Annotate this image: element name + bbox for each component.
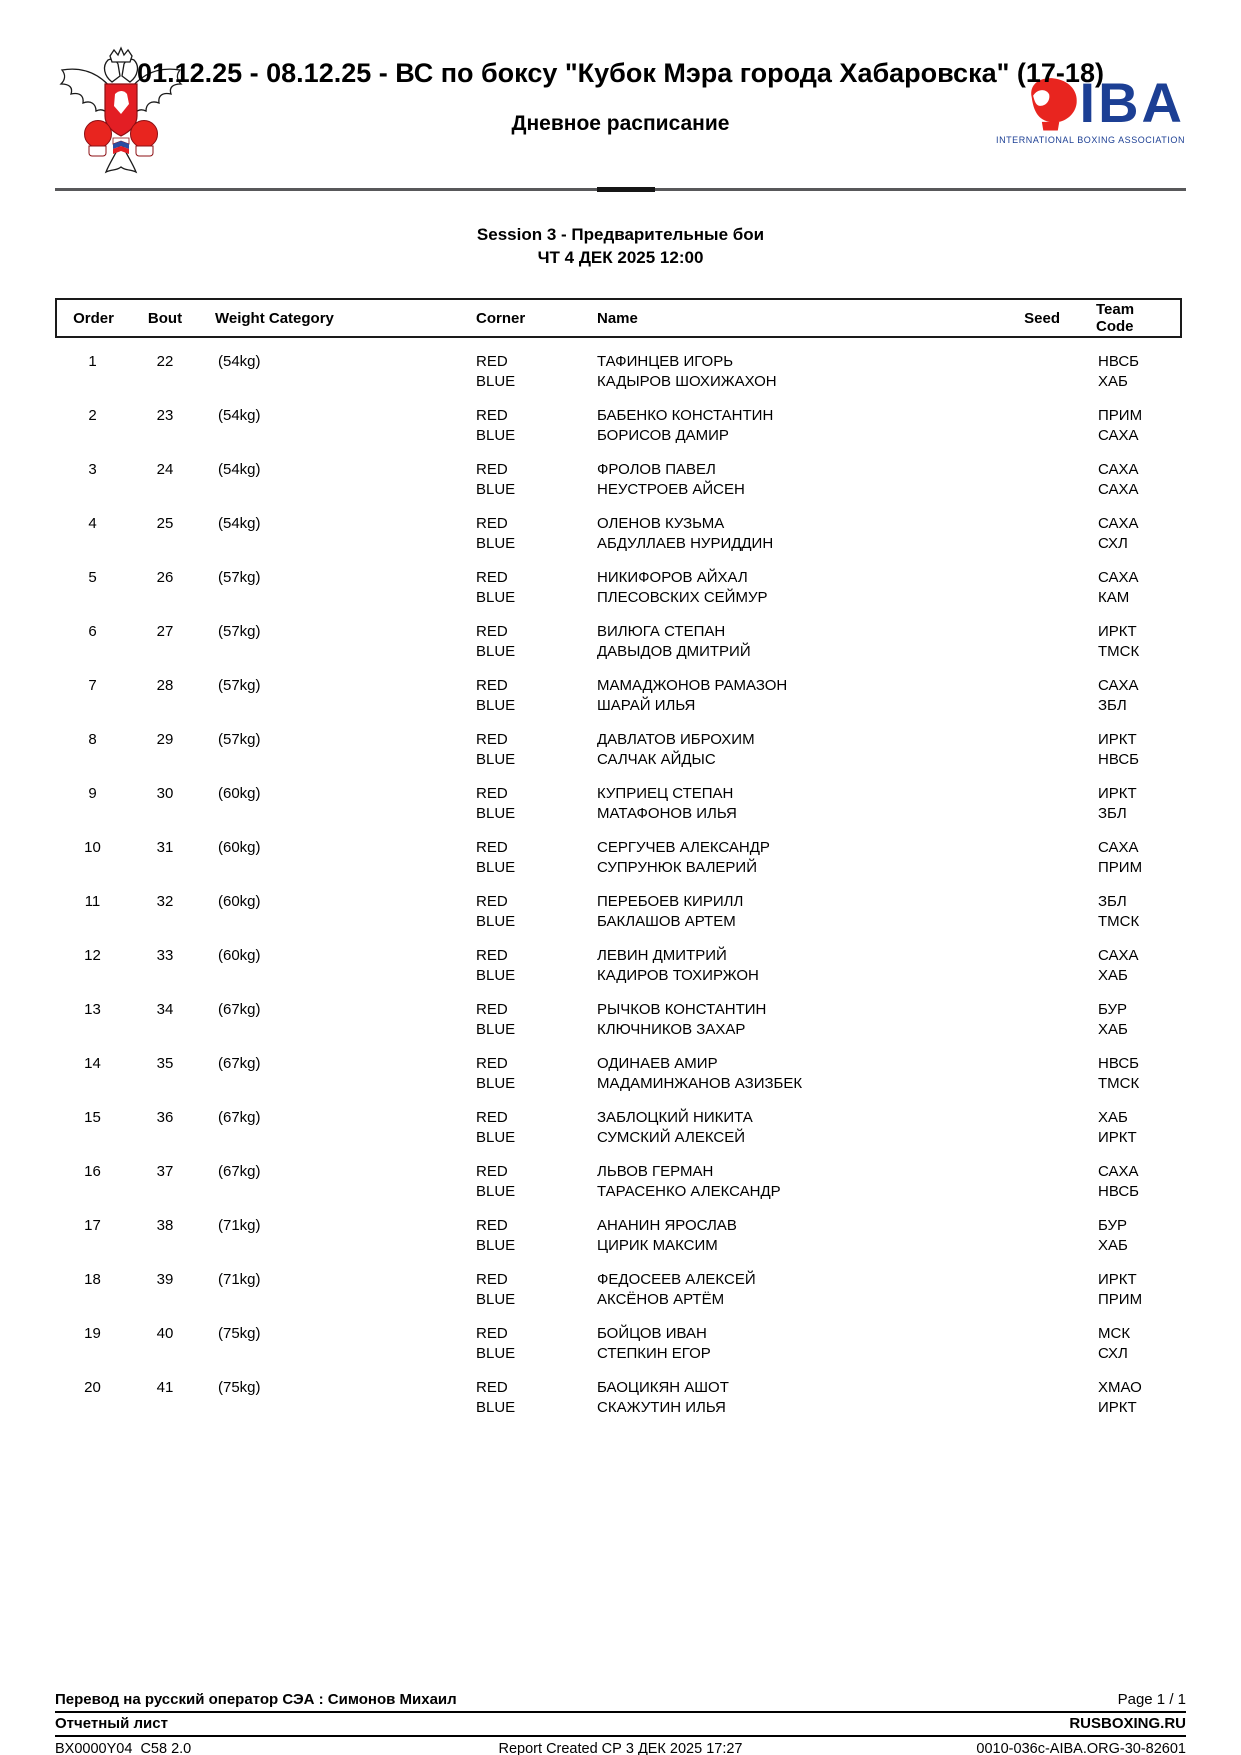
corner-labels: RED BLUE: [476, 1055, 516, 1092]
bout-row: [55, 1324, 1182, 1364]
website-label: RUSBOXING.RU: [1069, 1715, 1186, 1732]
team-codes: САХА ЗБЛ: [1098, 677, 1139, 714]
bout-number: 29: [156, 731, 174, 748]
session-datetime: ЧТ 4 ДЕК 2025 12:00: [537, 248, 704, 267]
weight-category: (57kg): [218, 569, 261, 586]
report-title: Отчетный лист: [55, 1715, 168, 1732]
weight-category: (57kg): [218, 677, 261, 694]
corner-labels: RED BLUE: [476, 1217, 516, 1254]
seed-values: [938, 1324, 1060, 1364]
bout-row: [55, 892, 1182, 932]
boxer-names: ПЕРЕБОЕВ КИРИЛЛ БАКЛАШОВ АРТЕМ: [597, 893, 744, 930]
seed-values: [938, 946, 1060, 986]
corner-labels: RED BLUE: [476, 1163, 516, 1200]
team-codes: САХА КАМ: [1098, 569, 1139, 606]
bout-number: 40: [156, 1325, 174, 1342]
seed-values: [938, 730, 1060, 770]
column-header-name: Name: [597, 309, 638, 327]
column-header-order: Order: [73, 309, 114, 327]
weight-category: (54kg): [218, 407, 261, 424]
bout-order-number: 14: [84, 1055, 101, 1072]
bout-row: [55, 352, 1182, 392]
corner-labels: RED BLUE: [476, 947, 516, 984]
weight-category: (57kg): [218, 731, 261, 748]
bout-order-number: 11: [84, 893, 101, 910]
seed-values: [938, 568, 1060, 608]
seed-values: [938, 514, 1060, 554]
column-header-weight: Weight Category: [215, 309, 334, 327]
bout-row: [55, 406, 1182, 446]
bout-row: [55, 1270, 1182, 1310]
report-subtitle: Дневное расписание: [511, 112, 730, 135]
weight-category: (71kg): [218, 1217, 261, 1234]
footer-row-translator: [55, 1691, 1186, 1713]
boxer-names: ВИЛЮГА СТЕПАН ДАВЫДОВ ДМИТРИЙ: [597, 623, 751, 660]
bout-order-number: 7: [88, 677, 97, 694]
team-codes: НВСБ ТМСК: [1098, 1055, 1140, 1092]
bout-order-number: 16: [84, 1163, 101, 1180]
seed-values: [938, 1054, 1060, 1094]
bout-order-number: 12: [84, 947, 101, 964]
bout-number: 32: [156, 893, 174, 910]
bout-number: 28: [156, 677, 174, 694]
session-title: Session 3 - Предварительные бои: [476, 225, 765, 244]
bout-order-number: 2: [88, 407, 97, 424]
weight-category: (54kg): [218, 461, 261, 478]
seed-values: [938, 838, 1060, 878]
bout-number: 39: [156, 1271, 174, 1288]
bout-row: [55, 568, 1182, 608]
team-codes: ИРКТ ТМСК: [1098, 623, 1140, 660]
team-codes: САХА ПРИМ: [1098, 839, 1143, 876]
boxer-names: НИКИФОРОВ АЙХАЛ ПЛЕСОВСКИХ СЕЙМУР: [597, 569, 768, 606]
bout-row: [55, 784, 1182, 824]
bout-order-number: 6: [88, 623, 97, 640]
weight-category: (60kg): [218, 785, 261, 802]
seed-values: [938, 622, 1060, 662]
corner-labels: RED BLUE: [476, 1271, 516, 1308]
bout-order-number: 5: [88, 569, 97, 586]
corner-labels: RED BLUE: [476, 785, 516, 822]
boxer-names: КУПРИЕЦ СТЕПАН МАТАФОНОВ ИЛЬЯ: [597, 785, 737, 822]
bout-row: [55, 1162, 1182, 1202]
boxer-names: ФРОЛОВ ПАВЕЛ НЕУСТРОЕВ АЙСЕН: [597, 461, 745, 498]
bout-order-number: 15: [84, 1109, 101, 1126]
iba-wordmark: IBA: [1079, 70, 1185, 134]
bout-row: [55, 1216, 1182, 1256]
weight-category: (67kg): [218, 1001, 261, 1018]
column-header-team-code: Team Code: [1096, 301, 1135, 335]
boxer-names: ЗАБЛОЦКИЙ НИКИТА СУМСКИЙ АЛЕКСЕЙ: [597, 1109, 753, 1146]
event-title: 01.12.25 - 08.12.25 - ВС по боксу "Кубок Мэра города Хабаровска" (17-18): [137, 58, 1104, 88]
bout-row: [55, 622, 1182, 662]
team-codes: САХА НВСБ: [1098, 1163, 1140, 1200]
team-codes: НВСБ ХАБ: [1098, 353, 1140, 390]
bout-row: [55, 1378, 1182, 1418]
column-header-corner: Corner: [476, 309, 526, 327]
corner-labels: RED BLUE: [476, 569, 516, 606]
bout-order-number: 8: [88, 731, 97, 748]
bout-row: [55, 946, 1182, 986]
corner-labels: RED BLUE: [476, 1379, 516, 1416]
bout-row: [55, 1000, 1182, 1040]
bout-row: [55, 676, 1182, 716]
session-heading: [0, 223, 1241, 269]
bout-order-number: 3: [88, 461, 97, 478]
boxer-names: ОДИНАЕВ АМИР МАДАМИНЖАНОВ АЗИЗБЕК: [597, 1055, 803, 1092]
translator-note: Перевод на русский оператор СЭА : Симонов Михаил: [55, 1691, 457, 1708]
bout-row: [55, 730, 1182, 770]
seed-values: [938, 1000, 1060, 1040]
team-codes: БУР ХАБ: [1098, 1001, 1128, 1038]
bout-order-number: 20: [84, 1379, 101, 1396]
table-header: [55, 298, 1182, 338]
seed-values: [938, 1378, 1060, 1418]
bout-number: 22: [156, 353, 174, 370]
column-header-bout: Bout: [147, 309, 183, 327]
bout-number: 25: [156, 515, 174, 532]
team-codes: ИРКТ НВСБ: [1098, 731, 1140, 768]
bout-order-number: 18: [84, 1271, 101, 1288]
weight-category: (60kg): [218, 947, 261, 964]
bout-row: [55, 1054, 1182, 1094]
weight-category: (60kg): [218, 893, 261, 910]
seed-values: [938, 1162, 1060, 1202]
weight-category: (67kg): [218, 1109, 261, 1126]
seed-values: [938, 1270, 1060, 1310]
weight-category: (57kg): [218, 623, 261, 640]
bout-number: 41: [156, 1379, 174, 1396]
corner-labels: RED BLUE: [476, 1109, 516, 1146]
team-codes: САХА СХЛ: [1098, 515, 1139, 552]
corner-labels: RED BLUE: [476, 1325, 516, 1362]
weight-category: (67kg): [218, 1163, 261, 1180]
bout-order-number: 9: [88, 785, 97, 802]
weight-category: (67kg): [218, 1055, 261, 1072]
boxer-names: РЫЧКОВ КОНСТАНТИН КЛЮЧНИКОВ ЗАХАР: [597, 1001, 767, 1038]
bout-number: 26: [156, 569, 174, 586]
bout-order-number: 10: [84, 839, 101, 856]
weight-category: (60kg): [218, 839, 261, 856]
corner-labels: RED BLUE: [476, 839, 516, 876]
document-code: 0010-036c-AIBA.ORG-30-82601: [976, 1741, 1186, 1755]
boxer-names: СЕРГУЧЕВ АЛЕКСАНДР СУПРУНЮК ВАЛЕРИЙ: [597, 839, 770, 876]
corner-labels: RED BLUE: [476, 461, 516, 498]
version-code: BX0000Y04_C58 2.0: [55, 1741, 192, 1755]
boxer-names: ТАФИНЦЕВ ИГОРЬ КАДЫРОВ ШОХИЖАХОН: [597, 353, 777, 390]
seed-values: [938, 406, 1060, 446]
page-number: Page 1 / 1: [1117, 1691, 1186, 1708]
boxer-names: БАБЕНКО КОНСТАНТИН БОРИСОВ ДАМИР: [597, 407, 774, 444]
seed-values: [938, 784, 1060, 824]
bout-order-number: 13: [84, 1001, 101, 1018]
corner-labels: RED BLUE: [476, 623, 516, 660]
seed-values: [938, 460, 1060, 500]
team-codes: ИРКТ ЗБЛ: [1098, 785, 1137, 822]
boxer-names: МАМАДЖОНОВ РАМАЗОН ШАРАЙ ИЛЬЯ: [597, 677, 788, 714]
team-codes: САХА ХАБ: [1098, 947, 1139, 984]
corner-labels: RED BLUE: [476, 731, 516, 768]
boxer-names: БАОЦИКЯН АШОТ СКАЖУТИН ИЛЬЯ: [597, 1379, 729, 1416]
bout-number: 36: [156, 1109, 174, 1126]
team-codes: БУР ХАБ: [1098, 1217, 1128, 1254]
corner-labels: RED BLUE: [476, 407, 516, 444]
seed-values: [938, 352, 1060, 392]
weight-category: (71kg): [218, 1271, 261, 1288]
page-footer: [55, 1691, 1186, 1755]
bout-row: [55, 460, 1182, 500]
boxer-names: ОЛЕНОВ КУЗЬМА АБДУЛЛАЕВ НУРИДДИН: [597, 515, 774, 552]
bout-number: 34: [156, 1001, 174, 1018]
bout-number: 30: [156, 785, 174, 802]
corner-labels: RED BLUE: [476, 1001, 516, 1038]
bout-number: 35: [156, 1055, 174, 1072]
boxer-names: БОЙЦОВ ИВАН СТЕПКИН ЕГОР: [597, 1325, 711, 1362]
bout-number: 24: [156, 461, 174, 478]
corner-labels: RED BLUE: [476, 353, 516, 390]
weight-category: (54kg): [218, 515, 261, 532]
divider-dark-segment: [597, 187, 655, 192]
bouts-body: [55, 338, 1182, 1432]
bout-row: [55, 1108, 1182, 1148]
corner-labels: RED BLUE: [476, 515, 516, 552]
team-codes: ХМАО ИРКТ: [1098, 1379, 1142, 1416]
corner-labels: RED BLUE: [476, 677, 516, 714]
header-divider: [55, 188, 1186, 191]
corner-labels: RED BLUE: [476, 893, 516, 930]
boxer-names: ДАВЛАТОВ ИБРОХИМ САЛЧАК АЙДЫС: [597, 731, 755, 768]
bout-number: 33: [156, 947, 174, 964]
iba-subtext: INTERNATIONAL BOXING ASSOCIATION: [996, 135, 1185, 145]
team-codes: ПРИМ САХА: [1098, 407, 1143, 444]
seed-values: [938, 1108, 1060, 1148]
seed-values: [938, 676, 1060, 716]
bout-number: 23: [156, 407, 174, 424]
team-codes: САХА САХА: [1098, 461, 1139, 498]
column-header-seed: Seed: [1024, 309, 1060, 327]
team-codes: МСК СХЛ: [1098, 1325, 1131, 1362]
boxer-names: ЛЕВИН ДМИТРИЙ КАДИРОВ ТОХИРЖОН: [597, 947, 759, 984]
bout-number: 37: [156, 1163, 174, 1180]
bout-order-number: 17: [84, 1217, 101, 1234]
boxer-names: АНАНИН ЯРОСЛАВ ЦИРИК МАКСИМ: [597, 1217, 737, 1254]
team-codes: ИРКТ ПРИМ: [1098, 1271, 1143, 1308]
seed-values: [938, 1216, 1060, 1256]
bout-order-number: 4: [88, 515, 97, 532]
report-created: Report Created СР 3 ДЕК 2025 17:27: [498, 1741, 743, 1755]
weight-category: (75kg): [218, 1379, 261, 1396]
weight-category: (54kg): [218, 353, 261, 370]
boxer-names: ЛЬВОВ ГЕРМАН ТАРАСЕНКО АЛЕКСАНДР: [597, 1163, 781, 1200]
bout-number: 31: [156, 839, 174, 856]
bout-order-number: 19: [84, 1325, 101, 1342]
boxer-names: ФЕДОСЕЕВ АЛЕКСЕЙ АКСЁНОВ АРТЁМ: [597, 1271, 756, 1308]
bout-number: 27: [156, 623, 174, 640]
seed-values: [938, 892, 1060, 932]
footer-row-meta: [55, 1737, 1186, 1755]
footer-row-report: [55, 1713, 1186, 1737]
weight-category: (75kg): [218, 1325, 261, 1342]
bout-row: [55, 514, 1182, 554]
team-codes: ЗБЛ ТМСК: [1098, 893, 1140, 930]
bout-number: 38: [156, 1217, 174, 1234]
bout-row: [55, 838, 1182, 878]
team-codes: ХАБ ИРКТ: [1098, 1109, 1137, 1146]
bout-order-number: 1: [88, 353, 97, 370]
